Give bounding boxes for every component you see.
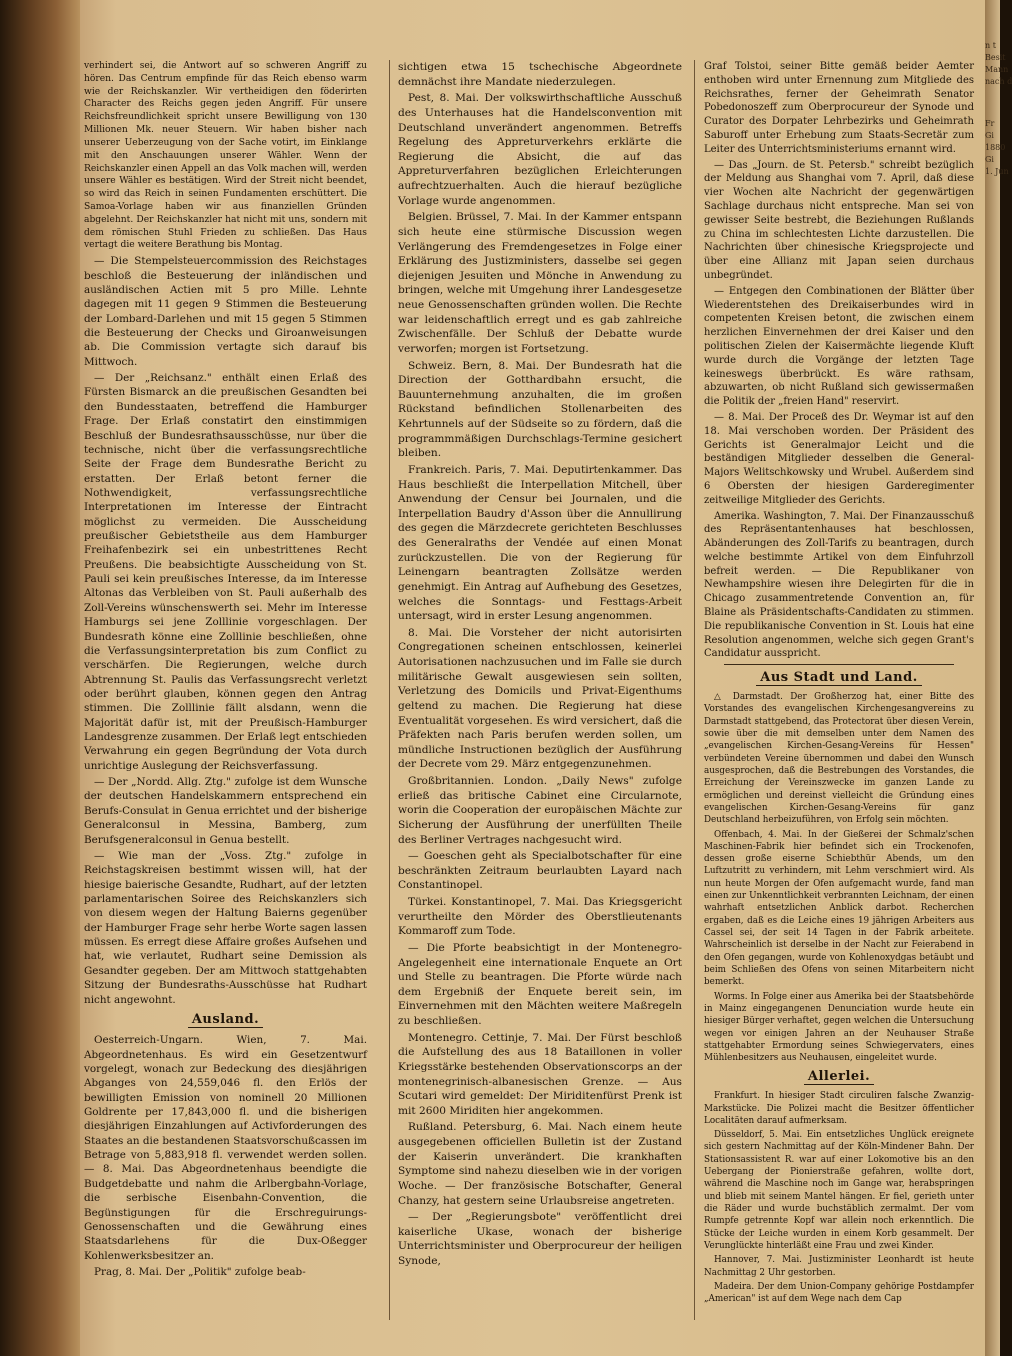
divider <box>724 664 954 665</box>
paragraph: — Goeschen geht als Specialbotschafter für eine beschränkten Zeitraum beurlaubten Layard nach Constantinopel. <box>398 850 682 892</box>
section-heading-ausland: Ausland. <box>84 1013 367 1027</box>
paragraph: Düsseldorf, 5. Mai. Ein entsetzliches Unglück ereignete sich gestern Nachmittag auf der Köln-Mindener Bahn. Der Stationsassistent R. war auf einer Lokomotive bis an den Uebergang der Pionierstraße gefahren, wollte dort, während die Maschine noch im Gange war, herabspringen und blieb mit seinem Mantel hängen. Er fiel, gerieth unter die Räder und wurde buchstäblich zermalmt. Der vom Rumpfe getrennte Kopf war allein noch erkenntlich. Die Stücke der Leiche wurden in einem Korb gesammelt. Der Verunglückte hinterläßt eine Frau und zwei Kinder. <box>704 1130 974 1251</box>
section-heading-stadt-und-land: Aus Stadt und Land. <box>704 671 974 685</box>
paragraph: Offenbach, 4. Mai. In der Gießerei der Schmalz'schen Maschinen-Fabrik hier befindet sich ein Trockenofen, dessen große eiserne Schiebthür Abends, um den Luftzutritt zu verhindern, mit Lehm verschmiert wird. Als nun heute Morgen der Ofen aufgemacht wurde, fand man einen zur Unkenntlichkeit verbrannten Leichnam, der einen wahrhaft entsetzlichen Anblick darbot. Recherchen ergaben, daß es die Leiche eines 19 jährigen Arbeiters aus Cassel sei, der seit 14 Tagen in der Fabrik arbeitete. Wahrscheinlich ist derselbe in der Nacht zur Feierabend in den Ofen gegangen, wurde von Kohlenoxydgas betäubt und beim Schließen des Ofens von seinen Mitarbeitern nicht bemerkt. <box>704 829 974 988</box>
paragraph: Madeira. Der dem Union-Company gehörige Postdampfer „American" ist auf dem Wege nach dem Cap <box>704 1281 974 1305</box>
paragraph: — Wie man der „Voss. Ztg." zufolge in Reichstagskreisen bestimmt wissen will, hat der hiesige baierische Gesandte, Rudhart, auf der letzten parlamentarischen Soiree des Reichskanzlers sich von diesem wegen der Haltung Baierns gegenüber der Hamburger Frage sehr herbe Worte sagen lassen müssen. Es erregt diese Affaire großes Aufsehen und hat, wie verlautet, Rudhart seine Demission als Gesandter gegeben. Der am Mittwoch stattgehabten Sitzung der Bundesraths-Ausschüsse hat Rudhart nicht angewohnt. <box>84 849 367 1006</box>
paragraph: Montenegro. Cettinje, 7. Mai. Der Fürst beschloß die Aufstellung des aus 18 Bataillonen in voller Kriegsstärke bestehenden Observationscorps an der montenegrinisch-albanesischen Grenze. — Aus Scutari wird gemeldet: Der Miriditenfürst Prenk ist mit 2600 Miriditen hier angekommen. <box>398 1031 682 1117</box>
paragraph: Hannover, 7. Mai. Justizminister Leonhardt ist heute Nachmittag 2 Uhr gestorben. <box>704 1255 974 1278</box>
edge-fragment: Mann <box>985 65 1009 74</box>
paragraph: Frankfurt. In hiesiger Stadt circuliren falsche Zwanzig-Markstücke. Die Polizei macht die Besitzer öffentlicher Localitäten darauf aufmerksam. <box>704 1091 974 1126</box>
paragraph: — Das „Journ. de St. Petersb." schreibt bezüglich der Meldung aus Shanghai vom 7. April, daß diese vier Wochen alte Nachricht der gegenwärtigen Sachlage durchaus nicht entspreche. Man sei von gewisser Seite bestrebt, die Beziehungen Rußlands zu China im schlechtesten Lichte darzustellen. Die Nachrichten über chinesische Kriegsprojecte und über eine Allianz mit Japan seien durchaus unbegründet. <box>704 159 974 281</box>
paragraph: Pest, 8. Mai. Der volkswirthschaftliche Ausschuß des Unterhauses hat die Handelsconvention mit Deutschland unverändert angenommen. Betreffs Regelung des Appreturverkehrs erklärte die Regierung die Absicht, die auf das Appreturverfahren bezüglichen Erleichterungen aufrechtzuerhalten. Auch die hierauf bezügliche Vorlage wurde angenommen. <box>398 92 682 207</box>
edge-fragment: Gi <box>985 155 994 164</box>
paragraph: — Der „Regierungsbote" veröffentlicht drei kaiserliche Ukase, wonach der bisherige Unterrichtsminister und Oberprocureur der heiligen Synode, <box>398 1211 682 1267</box>
paragraph: — 8. Mai. Der Proceß des Dr. Weymar ist auf den 18. Mai verschoben worden. Der Präsident des Gerichts ist Generalmajor Leicht und die beständigen Mitglieder desselben die General-Majors Welitschkowsky und Wrubel. Außerdem sind 6 Obersten der hiesigen Garderegimenter zeitweilige Mitglieder des Gerichts. <box>704 411 974 506</box>
paragraph: Belgien. Brüssel, 7. Mai. In der Kammer entspann sich heute eine stürmische Discussion wegen Verlängerung des Fremdengesetzes in Folge einer Erklärung des Justizministers, dasselbe sei gegen diejenigen Jesuiten und Mönche in Anwendung zu bringen, welche mit Umgehung ihrer Landesgesetze neue Genossenschaften gründen wollen. Die Rechte war leidenschaftlich erregt und es gab zahlreiche Zwischenfälle. Der Schluß der Debatte wurde verworfen; morgen ist Fortsetzung. <box>398 211 682 355</box>
edge-fragment: nach d <box>985 77 1012 86</box>
adjacent-page-edge <box>985 0 1012 1356</box>
paragraph: Oesterreich-Ungarn. Wien, 7. Mai. Abgeordnetenhaus. Es wird ein Gesetzentwurf vorgelegt, wonach zur Bedeckung des diesjährigen Abganges von 24,559,046 fl. den Erlös der bewilligten Emission von nominell 20 Millionen Goldrente per 17,843,000 fl. und die bisherigen diesjährigen Einzahlungen auf Activforderungen des Staates an die bestandenen Staatsvorschußcassen im Betrage von 5,883,918 fl. verwendet werden sollen. — 8. Mai. Das Abgeordnetenhaus beendigte die Budgetdebatte und nahm die Arlbergbahn-Vorlage, die serbische Eisenbahn-Convention, die Begünstigungen für die Erschreguirungs-Genossenschaften und die Gewährung eines Staatsdarlehens für die Dux-Oßegger Kohlenwerksbesitzer an. <box>84 1034 367 1262</box>
paragraph: Frankreich. Paris, 7. Mai. Deputirtenkammer. Das Haus beschließt die Interpellation Mitchell, über Anwendung der Censur bei Journalen, und die Interpellation Baudry d'Asson über die Annullirung des gegen die Märzdecrete gerichteten Beschlusses des Generalraths der Vendée auf einen Monat zurückzustellen. Die von der Regierung für Leinengarn beantragten Zollsätze werden genehmigt. Ein Antrag auf Aufhebung des Gesetzes, welches die Sonntags- und Festtags-Arbeit untersagt, wird in erster Lesung angenommen. <box>398 463 682 623</box>
edge-fragment: Fr <box>985 119 995 128</box>
paragraph: Schweiz. Bern, 8. Mai. Der Bundesrath hat die Direction der Gotthardbahn ersucht, die Bauunternehmung anzuhalten, die im großen Rückstand befindlichen Stollenarbeiten des Kehrtunnels auf der Südseite so zu fördern, daß die programmmäßigen Durchschlags-Termine gesichert bleiben. <box>398 359 682 460</box>
paragraph: Prag, 8. Mai. Der „Politik" zufolge beab- <box>94 1265 306 1278</box>
paragraph: verhindert sei, die Antwort auf so schweren Angriff zu hören. Das Centrum empfinde für das Reich ebenso warm wie der Reichskanzler. Wir vertheidigen den föderirten Character des Reichs gegen jeden Angriff. Für unsere Reichsfreundlichkeit spricht unsere Bewilligung von 130 Millionen Mk. neuer Steuern. Wir haben bisher nach unserer Ueberzeugung von der Sache votirt, im Einklange mit den Anschauungen unserer Wähler. Wenn der Reichskanzler einen Appell an das Volk machen will, werden unsere Wähler es bestätigen. Wird der Streit nicht beendet, so wird das Reich in seinen Fundamenten erschüttert. Die Samoa-Vorlage haben wir aus finanziellen Gründen abgelehnt. Der Reichskanzler hat nicht mit uns, sondern mit dem römischen Stuhl Frieden zu schließen. Das Haus vertagt die weitere Berathung bis Montag. <box>84 61 367 251</box>
paragraph: Rußland. Petersburg, 6. Mai. Nach einem heute ausgegebenen officiellen Bulletin ist der Zustand der Kaiserin unverändert. Die krankhaften Symptome sind nahezu dieselben wie in der vorigen Woche. — Der französische Botschafter, General Chanzy, hat gestern seine Urlaubsreise angetreten. <box>398 1121 682 1207</box>
edge-fragment: 1880 <box>985 143 1006 152</box>
edge-fragment: Gi <box>985 131 994 140</box>
paragraph: — Der „Reichsanz." enthält einen Erlaß des Fürsten Bismarck an die preußischen Gesandten bei den Bundesstaaten, betreffend die Hamburger Frage. Der Erlaß constatirt den einstimmigen Beschluß der Bundesrathsausschüsse, nur über die technische, nicht über die verfassungsrechtliche Seite der Frage dem Bundesrathe Bericht zu erstatten. Der Erlaß betont ferner die Nothwendigkeit, verfassungsrechtliche Interpretationen im Interesse der Eintracht möglichst zu vermeiden. Die Ausscheidung preußischer Gebietstheile aus dem Hamburger Freihafenbezirk sei ein unbestrittenes Recht Preußens. Die beabsichtigte Ausscheidung von St. Pauli sei kein preußisches Interesse, da im Interesse Altonas das Verbleiben von St. Pauli außerhalb des Zoll-Vereins wünschenswerth sei. Mehr im Interesse Hamburgs sei jene Zolllinie vorgeschlagen. Der Bundesrath könne eine Zolllinie beschließen, ohne die Verfassungsinterpretation bis zum Conflict zu verschärfen. Die Regierungen, welche durch Abtrennung St. Paulis das Verfassungsrecht verletzt oder berührt glauben, können gegen den Antrag stimmen. Die Zolllinie fällt alsdann, wenn die Majorität dafür ist, mit der Preußisch-Hamburger Landesgrenze zusammen. Der Erlaß legt entschieden Verwahrung ein gegen Begründung der Vota durch unrichtige Auslegung der Reichsverfassung. <box>84 372 367 772</box>
paragraph: — Der „Nordd. Allg. Ztg." zufolge ist dem Wunsche der deutschen Handelskammern entsprechend ein Berufs-Consulat in Genua errichtet und der bisherige Generalconsul in Messina, Bamberg, zum Berufsgeneralconsul in Genua bestellt. <box>84 776 367 846</box>
column-2 <box>398 60 682 1271</box>
paragraph: sichtigen etwa 15 tschechische Abgeordnete demnächst ihre Mandate niederzulegen. <box>398 61 682 88</box>
paragraph: — Die Stempelsteuercommission des Reichstages beschloß die Besteuerung der inländischen und ausländischen Actien mit 5 pro Mille. Lehnte dagegen mit 11 gegen 9 Stimmen die Besteuerung der Lombard-Darlehen und mit 15 gegen 5 Stimmen die Besteuerung der Checks und Giroanweisungen ab. Die Commission vertagte sich darauf bis Mittwoch. <box>84 255 367 368</box>
paragraph: Amerika. Washington, 7. Mai. Der Finanzausschuß des Repräsentantenhauses hat beschlossen, Abänderungen des Zoll-Tarifs zu beantragen, durch welche bestimmte Artikel von dem Einfuhrzoll befreit werden. — Die Republikaner von Newhampshire wiesen ihre Delegirten für die in Chicago zusammentretende Convention an, für Blaine als Präsidentschafts-Candidaten zu stimmen. Die republikanische Convention in St. Louis hat eine Resolution angenommen, welche sich gegen Grant's Candidatur ausspricht. <box>704 510 974 660</box>
edge-fragment: 1. Jun <box>985 167 1009 176</box>
newspaper-page <box>80 0 985 1356</box>
paragraph: △ Darmstadt. Der Großherzog hat, einer Bitte des Vorstandes des evangelischen Kirchengesangvereins zu Darmstadt stattgebend, das Protectorat über diesen Verein, sowie über die mit demselben unter dem Namen des „evangelischen Kirchen-Gesang-Vereins für Hessen" verbündeten Vereine übernommen und dabei den Wunsch ausgesprochen, daß die Bestrebungen des Vorstandes, die Erreichung der Vereinszwecke im ganzen Lande zu ermöglichen und dereinst vielleicht die Gründung eines evangelischen Kirchen-Gesang-Vereins für ganz Deutschland herbeizuführen, von Erfolg sein möchten. <box>704 692 974 826</box>
paragraph: 8. Mai. Die Vorsteher der nicht autorisirten Congregationen scheinen entschlossen, keinerlei Autorisationen nachzusuchen und im Falle sie durch militärische Gewalt ausgewiesen sein sollten, Verletzung des Domicils und Privat-Eigenthums geltend zu machen. Die Regierung hat diese Eventualität vorgesehen. Es wird versichert, daß die Präfekten nach Paris berufen werden sollen, um mündliche Instructionen bezüglich der Ausführung der Decrete vom 29. März entgegenzunehmen. <box>398 626 682 771</box>
column-rule <box>694 60 695 1320</box>
paragraph: Graf Tolstoi, seiner Bitte gemäß beider Aemter enthoben wird unter Ernennung zum Mitgliede des Reichsrathes, ferner der Geheimrath Senator Pobedonoszeff zum Oberprocureur der Synode und Curator des Dorpater Lehrbezirks und Geheimrath Saburoff unter Erhebung zum Staats-Secretär zum Leiter des Unterrichtsministeriums ernannt wird. <box>704 61 974 155</box>
edge-fragment: n t <box>985 41 996 50</box>
paragraph: Worms. In Folge einer aus Amerika bei der Staatsbehörde in Mainz eingegangenen Denunciation wurde heute ein hiesiger Bürger verhaftet, gegen welchen die Untersuchung wegen vor einigen Jahren an der Neuhauser Straße stattgehabter Ermordung seines Schwiegervaters, eines Mühlenbesitzers aus Neuhausen, eingeleitet wurde. <box>704 991 974 1064</box>
column-rule <box>389 60 390 1320</box>
paragraph: — Entgegen den Combinationen der Blätter über Wiederentstehen des Dreikaiserbundes wird in competenten Kreisen betont, die zwischen einem herzlichen Einvernehmen der drei Kaiser und den politischen Zielen der Kaisermächte liegende Kluft wurde durch die Vorgänge der letzten Tage keineswegs überbrückt. Es wäre rathsam, abzuwarten, ob nicht Rußland sich gewissermaßen die Politik der „freien Hand" reservirt. <box>704 285 974 408</box>
paragraph: Türkei. Konstantinopel, 7. Mai. Das Kriegsgericht verurtheilte den Mörder des Oberstlieutenants Kommaroff zum Tode. <box>398 896 682 938</box>
edge-fragment: Besit <box>985 53 1006 62</box>
section-heading-allerlei: Allerlei. <box>704 1070 974 1084</box>
paragraph: Großbritannien. London. „Daily News" zufolge erließ das britische Cabinet eine Circularnote, worin die Cooperation der europäischen Mächte zur Sicherung der Ausführung der unerfüllten Theile des Berliner Vertrages nachgesucht wird. <box>398 775 682 846</box>
book-binding <box>0 0 80 1356</box>
column-1 <box>84 60 367 1281</box>
column-3 <box>704 60 974 1308</box>
paragraph: — Die Pforte beabsichtigt in der Montenegro-Angelegenheit eine internationale Enquete an Ort und Stelle zu beantragen. Die Pforte würde nach dem Ergebniß der Enquete bereit sein, im Einvernehmen mit den Mächten weitere Maßregeln zu beschließen. <box>398 941 682 1027</box>
